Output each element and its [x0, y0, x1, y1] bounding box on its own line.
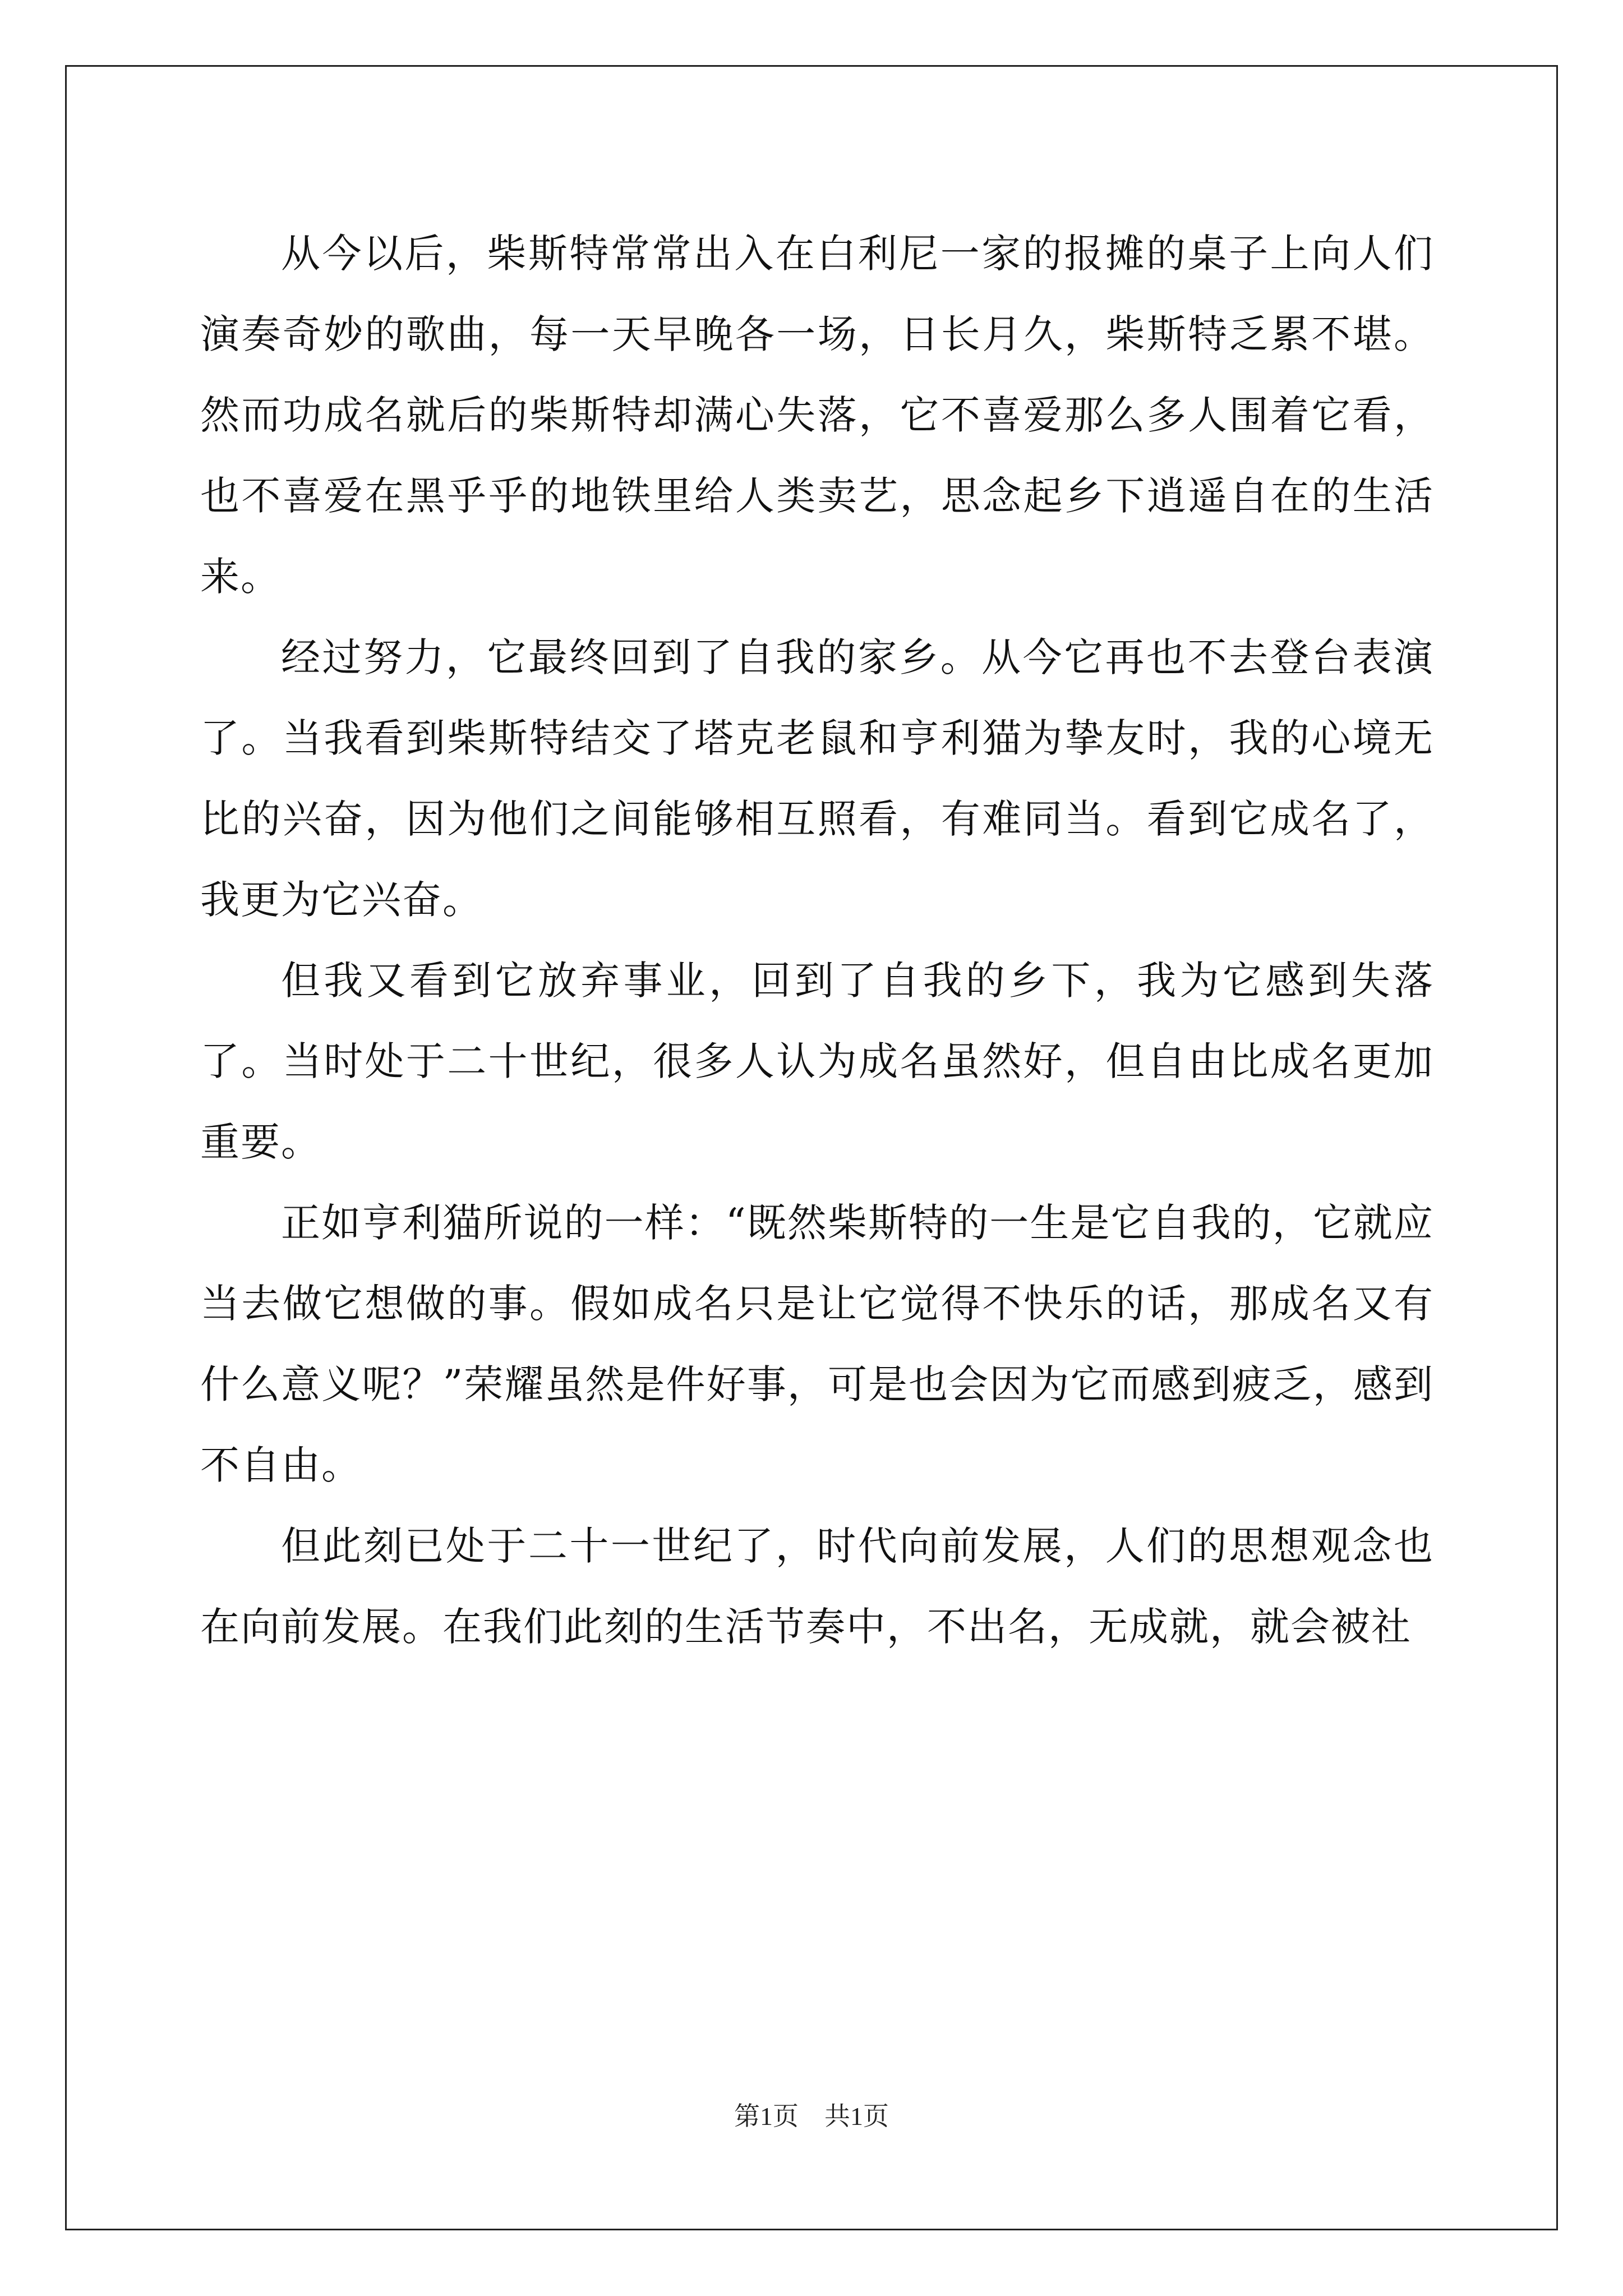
paragraph-5: 但此刻已处于二十一世纪了，时代向前发展，人们的思想观念也在向前发展。在我们此刻的生活节奏中，不出名，无成就，就会被社	[200, 1523, 1434, 1650]
paragraph-1: 从今以后，柴斯特常常出入在白利尼一家的报摊的桌子上向人们演奏奇妙的歌曲，每一天早晚各一场，日长月久，柴斯特乏累不堪。然而功成名就后的柴斯特却满心失落，它不喜爱那么多人围着它看，也不喜爱在黑乎乎的地铁里给人类卖艺，思念起乡下逍遥自在的生活来。	[200, 231, 1434, 600]
paragraph-2: 经过努力，它最终回到了自我的家乡。从今它再也不去登台表演了。当我看到柴斯特结交了塔克老鼠和亨利猫为挚友时，我的心境无比的兴奋，因为他们之间能够相互照看，有难同当。看到它成名了，我更为它兴奋。	[200, 634, 1434, 923]
paragraph-3: 但我又看到它放弃事业，回到了自我的乡下，我为它感到失落了。当时处于二十世纪，很多人认为成名虽然好，但自由比成名更加重要。	[200, 958, 1434, 1165]
paragraph-4: 正如亨利猫所说的一样：“既然柴斯特的一生是它自我的，它就应当去做它想做的事。假如成名只是让它觉得不快乐的话，那成名又有什么意义呢？”荣耀虽然是件好事，可是也会因为它而感到疲乏，感到不自由。	[200, 1200, 1434, 1488]
page-number-footer: 第1页 共1页	[734, 2102, 889, 2131]
document-body	[200, 213, 1434, 1667]
